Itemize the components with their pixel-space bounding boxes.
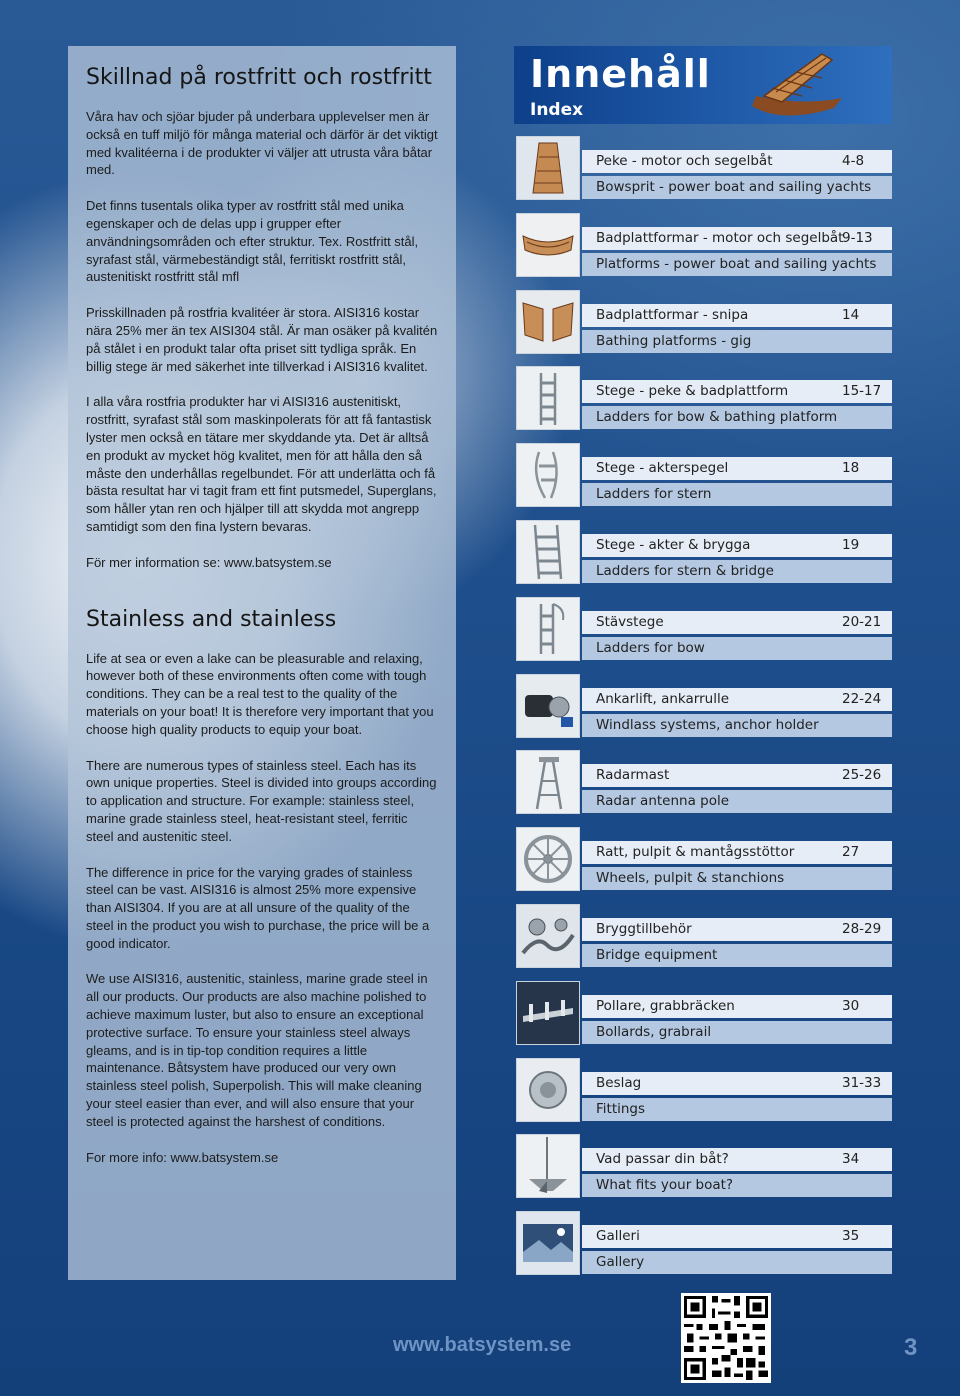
index-item-page: 9-13 <box>842 229 873 246</box>
swedish-paragraph: Prisskillnaden på rostfria kvalitéer är stora. AISI316 kostar nära 25% mer än tex AISI304 stål. Är man osäker på kvalitén på stålet i en produkt talar ofta priset sitt tydliga språk. En billig stege är med säkerhet inte tillverkad i AISI316 kvalitet. <box>86 305 438 374</box>
index-item-swedish-label: Peke - motor och segelbåt <box>596 153 773 169</box>
index-row[interactable] <box>514 1058 892 1122</box>
index-item-english <box>582 1174 892 1197</box>
index-item-swedish-label: Vad passar din båt? <box>596 1151 729 1168</box>
index-item-swedish <box>582 1148 892 1171</box>
footer-website[interactable]: www.batsystem.se <box>393 1334 572 1356</box>
index-item-swedish <box>582 688 892 711</box>
index-item-swedish <box>582 918 892 941</box>
index-row[interactable] <box>514 827 892 891</box>
index-item-english-label: Windlass systems, anchor holder <box>596 716 819 733</box>
index-item-swedish-label: Badplattformar - motor och segelbåt <box>596 229 844 246</box>
index-item-page: 18 <box>842 460 860 477</box>
index-item-swedish <box>582 764 892 787</box>
index-item-page: 28-29 <box>842 921 882 937</box>
english-paragraph: We use AISI316, austenitic, stainless, marine grade steel in all our products. Our products are also machine polished to achieve maximum luster, but also to ensure an exceptional protective surface. To ensure your stainless steel always gleams, and is in tip-top condition requires a little maintenance. Båtsystem have produced our very own stainless steel polish, Superpolish. This will make cleaning your steel easier than ever, and will also ensure that your steel is protected against the harshest of conditions. <box>86 971 428 1129</box>
index-item-english-label: Ladders for bow <box>596 639 705 656</box>
index-item-swedish <box>582 995 892 1018</box>
index-item-english-label: Bollards, grabrail <box>596 1023 712 1040</box>
wooden-bowsprit-icon <box>742 46 852 124</box>
index-row[interactable] <box>514 213 892 277</box>
index-item-swedish <box>582 534 892 557</box>
index-item-page: 20-21 <box>842 613 882 630</box>
index-item-swedish-label: Stege - akter & brygga <box>596 537 751 553</box>
index-item-english <box>582 253 892 276</box>
index-item-english-label: Bathing platforms - gig <box>596 332 752 349</box>
index-item-english <box>582 790 892 813</box>
index-item-swedish-label: Pollare, grabbräcken <box>596 997 735 1014</box>
index-item-swedish <box>582 457 892 480</box>
index-item-english <box>582 560 892 583</box>
index-item-swedish-label: Ankarlift, ankarrulle <box>596 690 729 707</box>
page-number: 3 <box>904 1334 918 1361</box>
index-item-swedish <box>582 304 892 327</box>
index-item-english <box>582 330 892 353</box>
bowsprit-icon <box>516 136 580 200</box>
fitting-icon <box>516 1058 580 1122</box>
steering-wheel-icon <box>516 827 580 891</box>
swedish-heading: Skillnad på rostfritt och rostfritt <box>86 65 432 90</box>
index-item-english-label: Ladders for bow & bathing platform <box>596 409 838 426</box>
index-item-page: 30 <box>842 997 860 1014</box>
stern-ladder-icon <box>516 443 580 507</box>
index-item-swedish-label: Badplattformar - snipa <box>596 306 749 323</box>
index-row[interactable] <box>514 1211 892 1275</box>
gallery-icon <box>516 1211 580 1275</box>
radar-mast-icon <box>516 750 580 814</box>
english-paragraph: Life at sea or even a lake can be pleasurable and relaxing, however both of these environments often come with tough conditions. They can be a real test to the quality of the materials on your boat! It is therefore very important that you choose high quality products to equip your boat. <box>86 650 434 737</box>
index-item-page: 4-8 <box>842 153 865 169</box>
english-paragraph: The difference in price for the varying grades of stainless steel can be vast. AISI316 is almost 25% more expensive than AISI304. If you are at all unsure of the quality of the steel in the product you wish to purchase, the price will be a good indicator. <box>86 864 430 951</box>
index-row[interactable] <box>514 597 892 661</box>
index-row[interactable] <box>514 366 892 430</box>
index-item-english <box>582 944 892 967</box>
index-item-page: 34 <box>842 1151 860 1168</box>
index-item-swedish <box>582 150 892 173</box>
index-item-swedish-label: Beslag <box>596 1074 642 1091</box>
index-subtitle: Index <box>530 100 584 120</box>
index-item-page: 15-17 <box>842 383 882 400</box>
index-item-swedish-label: Stege - akterspegel <box>596 460 729 477</box>
index-item-swedish <box>582 611 892 634</box>
index-row[interactable] <box>514 674 892 738</box>
index-item-swedish-label: Stege - peke & badplattform <box>596 383 789 400</box>
index-item-english <box>582 483 892 506</box>
index-row[interactable] <box>514 520 892 584</box>
index-item-swedish-label: Galleri <box>596 1228 640 1245</box>
index-item-english-label: Bowsprit - power boat and sailing yachts <box>596 179 872 195</box>
swedish-paragraph: Det finns tusentals olika typer av rostfritt stål med unika egenskaper och de delas upp i grupper efter användningsområden och efter struktur. Tex. Rostfritt stål, syrafast stål, värmebeständigt stål, ferritiskt rostfritt stål, austenitiskt rostfritt stål mfl <box>86 198 419 285</box>
index-item-page: 35 <box>842 1228 860 1245</box>
index-item-swedish <box>582 1072 892 1095</box>
english-more-info: For more info: www.batsystem.se <box>86 1149 279 1165</box>
index-item-english-label: Radar antenna pole <box>596 793 730 810</box>
index-header <box>514 46 892 124</box>
index-item-english <box>582 1251 892 1274</box>
index-item-swedish <box>582 1225 892 1248</box>
index-item-swedish-label: Stävstege <box>596 613 664 630</box>
index-item-swedish-label: Radarmast <box>596 767 670 784</box>
index-row[interactable] <box>514 904 892 968</box>
index-item-english-label: Gallery <box>596 1254 645 1271</box>
index-row[interactable] <box>514 443 892 507</box>
index-item-page: 27 <box>842 844 860 861</box>
index-item-english-label: What fits your boat? <box>596 1177 734 1194</box>
index-item-swedish <box>582 841 892 864</box>
index-item-english <box>582 714 892 737</box>
index-item-english-label: Ladders for stern <box>596 486 712 503</box>
swedish-paragraph: Våra hav och sjöar bjuder på underbara upplevelser men är också en tuff miljö för många material och därför är det viktigt med kvalitéerna i de produkter vi väljer att utrusta våra båtar med. <box>86 109 438 178</box>
index-item-swedish-label: Ratt, pulpit & mantågsstöttor <box>596 844 795 861</box>
index-row[interactable] <box>514 136 892 200</box>
index-title: Innehåll <box>530 52 711 96</box>
index-item-english <box>582 637 892 660</box>
index-item-english-label: Platforms - power boat and sailing yachts <box>596 255 877 272</box>
index-item-page: 25-26 <box>842 767 882 784</box>
index-item-english-label: Fittings <box>596 1100 646 1117</box>
index-item-english-label: Bridge equipment <box>596 947 718 963</box>
index-item-english <box>582 406 892 429</box>
index-item-page: 14 <box>842 306 860 323</box>
swedish-paragraph: I alla våra rostfria produkter har vi AISI316 austenitiskt, rostfritt, syrafast stål som maskinpolerats för att få fantastisk lyster men också en tätare mer skyddande yta. Det är alltså en produkt av mycket hög kvalitet, men för att hålla den så måste den underhållas regelbundet. För att underlätta och få bästa resultat har vi tagit fram ett fint putsmedel, Superglans, som håller ytan ren och hjälper till att skydda mot angrepp samtidigt som den fina lystern bevaras. <box>86 394 437 534</box>
index-row[interactable] <box>514 981 892 1045</box>
english-paragraph: There are numerous types of stainless steel. Each has its own unique properties. Steel is divided into groups according to application and structure. For example: stainless steel, marine grade stainless steel, heat-resistant steel, ferritic steel and austenitic steel. <box>86 757 437 844</box>
index-item-page: 19 <box>842 537 860 553</box>
boat-hull-icon <box>516 1134 580 1198</box>
qr-code-icon <box>681 1293 771 1383</box>
index-item-page: 22-24 <box>842 690 882 707</box>
swedish-more-info: För mer information se: www.batsystem.se <box>86 554 332 570</box>
bridge-ladder-icon <box>516 520 580 584</box>
index-item-english-label: Ladders for stern & bridge <box>596 563 774 579</box>
index-item-english <box>582 1021 892 1044</box>
index-item-page: 31-33 <box>842 1074 882 1091</box>
index-row[interactable] <box>514 750 892 814</box>
index-row[interactable] <box>514 290 892 354</box>
index-item-english-label: Wheels, pulpit & stanchions <box>596 870 785 887</box>
bollard-icon <box>516 981 580 1045</box>
index-item-english <box>582 1098 892 1121</box>
gig-platform-icon <box>516 290 580 354</box>
index-item-english <box>582 867 892 890</box>
bow-ladder-icon <box>516 597 580 661</box>
index-item-swedish-label: Bryggtillbehör <box>596 921 692 937</box>
index-item-english <box>582 176 892 199</box>
windlass-icon <box>516 674 580 738</box>
index-row[interactable] <box>514 1134 892 1198</box>
ladder-icon <box>516 366 580 430</box>
platform-icon <box>516 213 580 277</box>
index-item-swedish <box>582 227 892 250</box>
info-panel <box>68 46 456 1280</box>
english-heading: Stainless and stainless <box>86 606 337 632</box>
index-item-swedish <box>582 380 892 403</box>
bridge-equipment-icon <box>516 904 580 968</box>
